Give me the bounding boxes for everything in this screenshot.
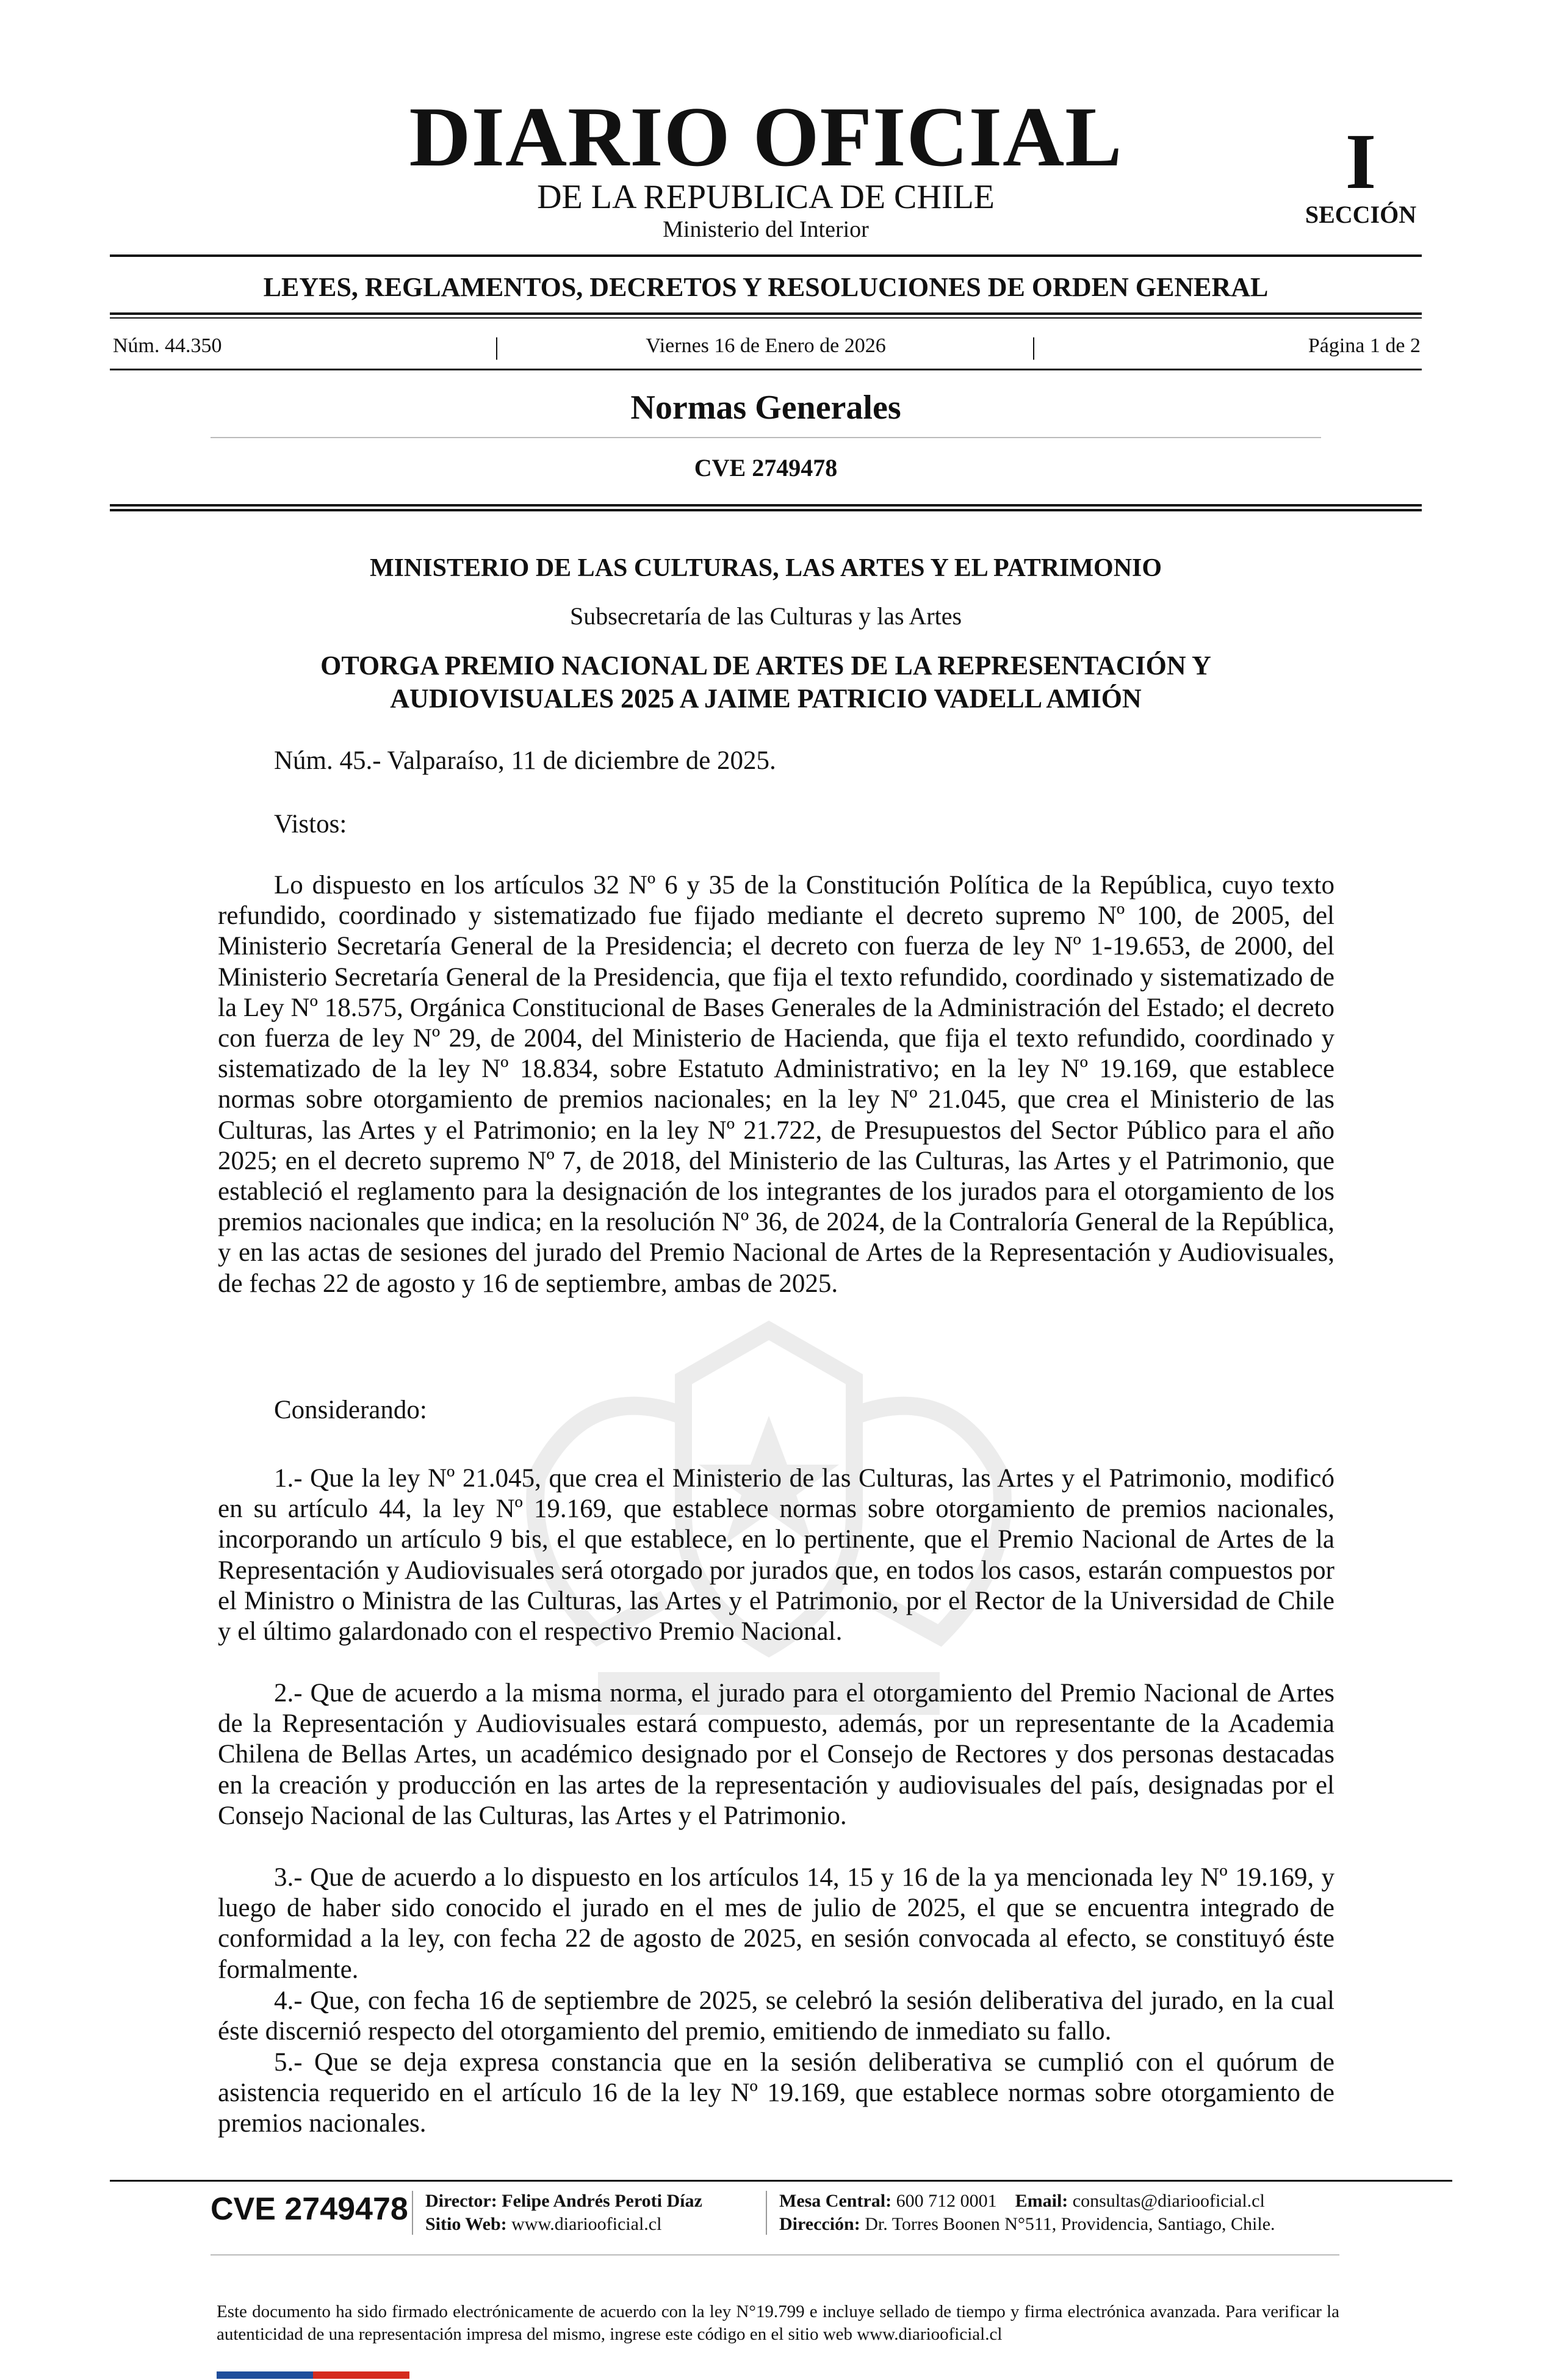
flag-stripe-blue bbox=[217, 2371, 313, 2379]
edition-number: Núm. 44.350 bbox=[113, 334, 222, 357]
footer-thin-rule bbox=[211, 2254, 1339, 2256]
footer-director bbox=[425, 2190, 702, 2213]
page-indicator: Página 1 de 2 bbox=[1308, 334, 1421, 357]
email-label: Email: bbox=[1015, 2191, 1068, 2211]
address-text: Dr. Torres Boonen N°511, Providencia, Santiago, Chile. bbox=[865, 2214, 1275, 2234]
category-line: LEYES, REGLAMENTOS, DECRETOS Y RESOLUCIONES DE ORDEN GENERAL bbox=[263, 272, 1269, 302]
masthead-rule bbox=[110, 254, 1422, 257]
footer-cve: CVE 2749478 bbox=[211, 2191, 408, 2227]
section-label: SECCIÓN bbox=[1305, 201, 1417, 228]
footer-address bbox=[779, 2213, 1275, 2236]
address-label: Dirección: bbox=[779, 2214, 860, 2234]
edition-date: Viernes 16 de Enero de 2026 bbox=[646, 334, 886, 357]
legal-notice: Este documento ha sido firmado electrónicamente de acuerdo con la ley N°19.799 e incluye sellado de tiempo y firma electrónica avanzada. Para verificar la autenticidad de una representación impresa del mismo, ingrese este código en el sitio web www.diariooficial.cl bbox=[217, 2302, 1339, 2344]
masthead-subtitle: DE LA REPUBLICA DE CHILE bbox=[537, 178, 995, 216]
edition-separator: | bbox=[1031, 333, 1037, 360]
email-link[interactable]: consultas@diariooficial.cl bbox=[1072, 2191, 1265, 2211]
heading-rule bbox=[211, 437, 1321, 438]
mesa-phone: 600 712 0001 bbox=[896, 2191, 997, 2211]
edition-separator: | bbox=[494, 333, 500, 360]
footer-website bbox=[425, 2213, 661, 2236]
flag-stripe-red bbox=[313, 2371, 409, 2379]
vistos-label: Vistos: bbox=[274, 810, 347, 838]
section-numeral: I bbox=[1345, 118, 1377, 206]
decree-number-line: Núm. 45.- Valparaíso, 11 de diciembre de 2025. bbox=[274, 746, 776, 775]
masthead-ministry: Ministerio del Interior bbox=[663, 217, 869, 242]
category-rule-top bbox=[110, 312, 1422, 315]
considerando-3: 3.- Que de acuerdo a lo dispuesto en los artículos 14, 15 y 16 de la ya mencionada ley Nº 19.169, y luego de haber sido conocido el jurado en el mes de julio de 2025, el que se encuentra integrado de conformidad a la ley, con fecha 22 de agosto de 2025, en sesión convocada al efecto, se constituyó éste formalmente. bbox=[218, 1863, 1334, 1984]
edition-rule bbox=[110, 369, 1422, 370]
cve-code: CVE 2749478 bbox=[694, 454, 838, 481]
vistos-paragraph: Lo dispuesto en los artículos 32 Nº 6 y 35 de la Constitución Política de la República, cuyo texto refundido, coordinado y sistematizado fue fijado mediante el decreto supremo Nº 100, de 2005, del Ministerio Secretaría General de la Presidencia; el decreto con fuerza de ley Nº 1-19.653, de 2000, del Ministerio Secretaría General de la Presidencia, que fija el texto refundido, coordinado y sistematizado de la Ley Nº 18.575, Orgánica Constitucional de Bases Generales de la Administración del Estado; el decreto con fuerza de ley Nº 29, de 2004, del Ministerio de Hacienda, que fija el texto refundido, coordinado y sistematizado de la ley Nº 18.834, sobre Estatuto Administrativo; en la ley Nº 19.169, que establece normas sobre otorgamiento de premios nacionales; en la ley Nº 21.045, que crea el Ministerio de las Culturas, las Artes y el Patrimonio; en la ley Nº 21.722, de Presupuestos del Sector Público para el año 2025; en el decreto supremo Nº 7, de 2018, del Ministerio de las Culturas, las Artes y el Patrimonio, que estableció el reglamento para la designación de los integrantes de los jurados para el otorgamiento de los premios nacionales que indica; en la resolución Nº 36, de 2024, de la Contraloría General de la República, y en las actas de sesiones del jurado del Premio Nacional de Artes de la Representación y Audiovisuales, de fechas 22 de agosto y 16 de septiembre, ambas de 2025. bbox=[218, 871, 1334, 1298]
ministry-heading: MINISTERIO DE LAS CULTURAS, LAS ARTES Y EL PATRIMONIO bbox=[369, 554, 1162, 582]
section-heading: Normas Generales bbox=[630, 389, 901, 427]
decree-title: OTORGA PREMIO NACIONAL DE ARTES DE LA REPRESENTACIÓN Y AUDIOVISUALES 2025 A JAIME PATRICIO VADELL AMIÓN bbox=[320, 651, 1211, 713]
director-label: Director: bbox=[425, 2191, 497, 2211]
cve-rule-bottom bbox=[110, 509, 1422, 511]
considerando-2: 2.- Que de acuerdo a la misma norma, el jurado para el otorgamiento del Premio Nacional de Artes de la Representación y Audiovisuales estará compuesto, además, por un representante de la Academia Chilena de Bellas Artes, un académico designado por el Consejo de Rectores y dos personas destacadas en la creación y producción en las artes de la representación y audiovisuales del país, designadas por el Consejo Nacional de las Culturas, las Artes y el Patrimonio. bbox=[218, 1679, 1334, 1830]
considerando-1: 1.- Que la ley Nº 21.045, que crea el Ministerio de las Culturas, las Artes y el Patrimonio, modificó en su artículo 44, la ley Nº 19.169, que establece normas sobre otorgamiento de premios nacionales, incorporando un artículo 9 bis, el que establece, en lo pertinente, que el Premio Nacional de Artes de la Representación y Audiovisuales será otorgado por jurados que, en todos los casos, estarán compuestos por el Ministro o Ministra de las Culturas, las Artes y el Patrimonio, por el Rector de la Universidad de Chile y el último galardonado con el respectivo Premio Nacional. bbox=[218, 1464, 1334, 1646]
footer-divider bbox=[766, 2191, 767, 2235]
category-rule-bottom bbox=[110, 317, 1422, 319]
footer-divider bbox=[412, 2191, 413, 2235]
considerando-5: 5.- Que se deja expresa constancia que en la sesión deliberativa se cumplió con el quórum de asistencia requerido en el artículo 16 de la ley Nº 19.169, que establece normas sobre otorgamiento de premios nacionales. bbox=[218, 2048, 1334, 2138]
subsecretariat: Subsecretaría de las Culturas y las Artes bbox=[569, 602, 962, 630]
website-link[interactable]: www.diariooficial.cl bbox=[511, 2214, 662, 2234]
masthead-title: DIARIO OFICIAL bbox=[409, 90, 1123, 184]
mesa-label: Mesa Central: bbox=[779, 2191, 892, 2211]
footer-rule bbox=[110, 2180, 1452, 2182]
considerando-label: Considerando: bbox=[274, 1396, 427, 1424]
considerando-4: 4.- Que, con fecha 16 de septiembre de 2025, se celebró la sesión deliberativa del jurado, en la cual éste discernió respecto del otorgamiento del premio, emitiendo de inmediato su fallo. bbox=[218, 1986, 1334, 2046]
director-name: Felipe Andrés Peroti Díaz bbox=[502, 2191, 702, 2211]
cve-rule-top bbox=[110, 504, 1422, 507]
website-label: Sitio Web: bbox=[425, 2214, 507, 2234]
footer-mesa bbox=[779, 2190, 1265, 2213]
